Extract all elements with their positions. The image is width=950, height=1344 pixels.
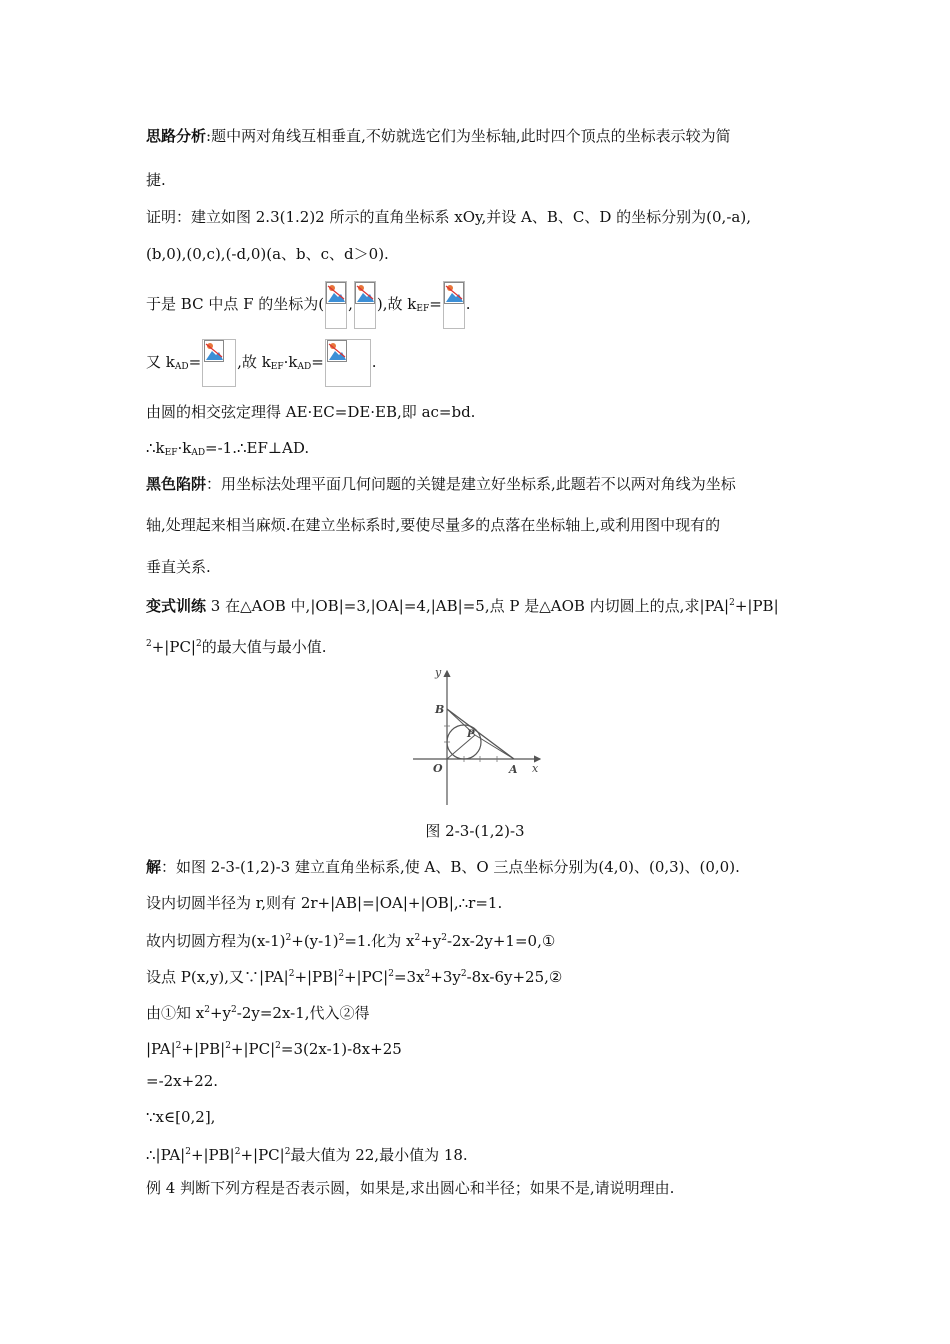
broken-image-icon [325,281,347,329]
paragraph-line-3 [146,206,751,228]
superscript: 2 [338,933,345,943]
superscript: 2 [441,933,447,943]
subscript: EF [416,304,430,314]
text: +(y-1) [291,932,339,950]
paragraph-line-1 [146,125,731,147]
subscript: AD [174,362,189,372]
text: 证明：建立如图 2.3(1.2)2 所示的直角坐标系 xOy,并设 A、B、C、D 的坐标分别为(0,-a), [146,208,751,226]
paragraph-line-9 [146,473,736,495]
text: +|PB| [190,1146,235,1164]
text: 轴,处理起来相当麻烦.在建立坐标系时,要使尽量多的点落在坐标轴上,或利用图中现有的 [146,516,721,534]
text: +y [420,932,442,950]
paragraph-line-15 [146,892,502,914]
label-O: O [433,762,443,775]
superscript: 2 [729,598,735,608]
text: +|PC| [230,1040,276,1058]
subscript: AD [191,448,206,458]
coordinate-figure [405,665,550,814]
label-x: x [532,762,539,775]
paragraph-line-18 [146,999,370,1024]
text: ,故 k [237,353,271,371]
superscript: 2 [225,1041,231,1051]
text: ：如图 2-3-(1,2)-3 建立直角坐标系,使 A、B、O 三点坐标分别为(4,0)、(0,3)、(0,0). [161,858,740,876]
text: 例 4 判断下列方程是否表示圆，如果是,求出圆心和半径；如果不是,请说明理由. [146,1179,675,1197]
paragraph-line-5 [146,280,471,328]
superscript: 2 [338,969,344,979]
text: +|PC| [240,1146,285,1164]
paragraph-line-17 [146,963,562,988]
superscript: 2 [414,933,421,943]
subscript: AD [297,362,312,372]
paragraph-line-6 [146,338,377,386]
superscript: 2 [231,1005,237,1015]
text: 由①知 x [146,1004,205,1022]
text: ),故 k [376,295,417,313]
text: 设点 P(x,y),又∵|PA| [146,968,289,986]
text: -8x-6y+25,② [466,968,563,986]
subscript: EF [270,362,284,372]
text: -2x-2y+1=0,① [446,932,556,950]
superscript: 2 [175,1041,182,1051]
broken-image-icon [443,281,465,329]
paragraph-line-22 [146,1141,468,1166]
superscript: 2 [195,639,202,649]
figure-caption: 图 2-3-(1,2)-3 [425,822,525,840]
text: ：用坐标法处理平面几何问题的关键是建立好坐标系,此题若不以两对角线为坐标 [206,475,736,493]
paragraph-line-11 [146,556,211,578]
text: ∵x∈[0,2], [146,1108,216,1126]
label-y: y [435,666,442,679]
text: +|PC| [151,638,196,656]
paragraph-line-7 [146,401,475,423]
text: 于是 BC 中点 F 的坐标为( [146,295,325,313]
text: +|PB| [734,597,779,615]
text: +y [209,1004,232,1022]
text: +3y [430,968,461,986]
heading-label-pitfall: 黑色陷阱 [146,475,207,493]
text: 又 k [146,353,175,371]
label-B: B [435,703,445,716]
text: :题中两对角线互相垂直,不妨就选它们为坐标轴,此时四个顶点的坐标表示较为简 [206,127,731,145]
heading-label-analysis: 思路分析 [146,127,207,145]
paragraph-line-19 [146,1035,402,1060]
paragraph-line-20 [146,1070,218,1092]
incircle [447,725,481,759]
text: 设内切圆半径为 r,则有 2r+|AB|=|OA|+|OB|,∴r=1. [146,894,503,912]
paragraph-line-10 [146,514,720,536]
superscript: 2 [275,1041,281,1051]
broken-image-icon [325,339,371,387]
side-BA [447,709,514,759]
text: 捷. [146,171,166,189]
label-P: P [467,729,475,740]
label-A: A [509,763,518,776]
heading-label-exercise: 变式训练 [146,597,207,615]
text: +|PB| [181,1040,226,1058]
superscript: 2 [146,639,152,649]
paragraph-line-12 [146,592,779,617]
text: |PA| [146,1040,176,1058]
text: +|PC| [343,968,389,986]
paragraph-line-8 [146,437,309,464]
text: = [311,353,324,371]
text: ·k [177,439,192,457]
text: 的最大值与最小值. [201,638,327,656]
superscript: 2 [204,1005,210,1015]
text: = [429,295,442,313]
superscript: 2 [424,969,431,979]
text: . [465,295,471,313]
incircle-diagram [405,665,550,810]
text: -2y=2x-1,代入②得 [236,1004,370,1022]
text: ∴k [146,439,165,457]
subscript: EF [164,448,178,458]
superscript: 2 [288,969,295,979]
superscript: 2 [460,969,467,979]
text: =-2x+22. [146,1072,219,1090]
text: ∴|PA| [146,1146,186,1164]
paragraph-line-14 [146,856,740,878]
paragraph-line-4 [146,243,389,265]
paragraph-line-21 [146,1106,215,1128]
heading-label-solution: 解 [146,858,162,876]
paragraph-line-13 [146,633,327,658]
text: . [371,353,377,371]
text: 最大值为 22,最小值为 18. [290,1146,468,1164]
text: 由圆的相交弦定理得 AE·EC=DE·EB,即 ac=bd. [146,403,476,421]
superscript: 2 [234,1147,241,1157]
text: 垂直关系. [146,558,211,576]
paragraph-line-16 [146,927,555,952]
paragraph-line-23 [146,1177,674,1199]
text: +|PB| [294,968,339,986]
superscript: 2 [185,1147,191,1157]
text: =3(2x-1)-8x+25 [280,1040,402,1058]
superscript: 2 [388,969,394,979]
text: = [188,353,202,371]
broken-image-icon [202,339,236,387]
paragraph-line-2 [146,169,166,191]
text: (b,0),(0,c),(-d,0)(a、b、c、d＞0). [146,245,389,263]
text: , [348,295,353,313]
superscript: 2 [285,933,292,943]
superscript: 2 [284,1147,291,1157]
text: =-1.∴EF⊥AD. [205,439,310,457]
text: =3x [393,968,425,986]
text: 3 在△AOB 中,|OB|=3,|OA|=4,|AB|=5,点 P 是△AOB 内切圆上的点,求|PA| [206,597,730,615]
text: ·k [283,353,298,371]
text: =1.化为 x [344,932,415,950]
broken-image-icon [354,281,376,329]
text: 故内切圆方程为(x-1) [146,932,286,950]
